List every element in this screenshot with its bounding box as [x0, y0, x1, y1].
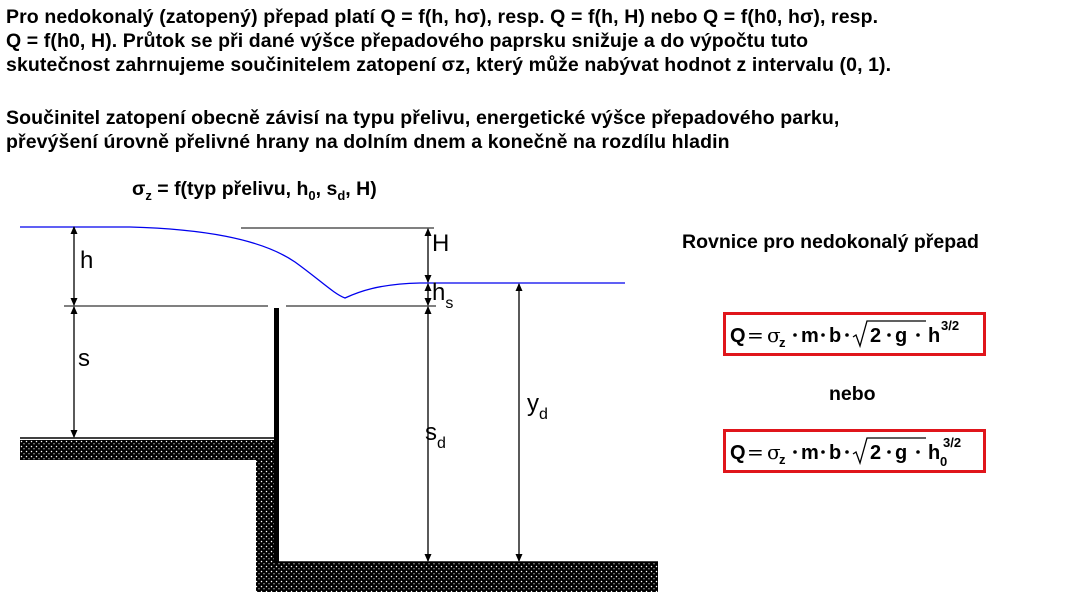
label-yd-base: y — [527, 390, 539, 417]
eq1-two: 2 — [870, 325, 882, 347]
label-sd-sub: d — [437, 435, 446, 452]
formula-sigma-sub: z — [145, 188, 152, 203]
intro-line-3: skutečnost zahrnujeme součinitelem zatopení σz, který může nabývat hodnot z intervalu (0, 1). — [6, 54, 892, 76]
equation-box-1 — [723, 312, 986, 356]
or-label: nebo — [829, 383, 876, 405]
label-H: H — [432, 230, 450, 257]
eq2-Q: Q — [730, 442, 746, 464]
label-hs-base: h — [432, 279, 446, 306]
eq1-sigma: σ — [767, 323, 781, 347]
eq2-h-sub: 0 — [940, 454, 948, 469]
label-yd-sub: d — [539, 406, 548, 423]
label-s: s — [78, 345, 90, 372]
label-h: h — [80, 247, 94, 274]
coefficient-paragraph — [6, 106, 1076, 154]
eq1-exponent: 3/2 — [941, 318, 960, 333]
weir-diagram — [0, 200, 680, 598]
eq2-h: h — [928, 442, 941, 464]
water-surface — [20, 227, 625, 298]
formula-sigma: σ — [132, 178, 146, 200]
downstream-ground — [256, 440, 658, 592]
eq2-sigma: σ — [767, 440, 781, 464]
formula-mid: , s — [315, 178, 338, 200]
label-sd-base: s — [425, 419, 437, 446]
coefficient-line-2: převýšení úrovně přelivné hrany na dolním dnem a konečně na rozdílu hladin — [6, 131, 730, 153]
coefficient-line-1: Součinitel zatopení obecně závisí na typu přelivu, energetické výšce přepadového parku, — [6, 107, 840, 129]
eq1-equals: = — [747, 323, 764, 347]
eq2-b: b — [829, 442, 842, 464]
eq2-sigma-sub: z — [779, 452, 786, 467]
eq2-equals: = — [747, 440, 764, 464]
eq1-m: m — [801, 325, 819, 347]
label-hs — [432, 279, 453, 312]
label-hs-sub: s — [445, 295, 454, 312]
intro-paragraph — [6, 5, 1076, 77]
equation-2 — [726, 432, 983, 470]
eq1-g: g — [895, 325, 908, 347]
eq1-h: h — [928, 325, 941, 347]
weir-wall — [274, 308, 279, 562]
eq2-m: m — [801, 442, 819, 464]
formula-close: , H) — [345, 178, 377, 200]
equation-1 — [726, 315, 983, 353]
eq1-Q: Q — [730, 325, 746, 347]
equations-title: Rovnice pro nedokonalý přepad — [682, 231, 979, 253]
eq2-exponent: 3/2 — [943, 435, 962, 450]
formula-open: = f(typ přelivu, h — [151, 178, 309, 200]
eq2-two: 2 — [870, 442, 882, 464]
label-yd — [527, 390, 548, 423]
upstream-ground — [20, 440, 276, 460]
intro-line-2: Q = f(h0, H). Průtok se při dané výšce přepadového paprsku snižuje a do výpočtu tuto — [6, 30, 809, 52]
intro-line-1: Pro nedokonalý (zatopený) přepad platí Q = f(h, hσ), resp. Q = f(h, H) nebo Q = f(h0, hσ), resp. — [6, 6, 879, 28]
eq1-b: b — [829, 325, 842, 347]
eq1-sigma-sub: z — [779, 335, 786, 350]
formula-h0-sub: 0 — [308, 188, 316, 203]
equation-box-2 — [723, 429, 986, 473]
formula-sd-sub: d — [337, 188, 346, 203]
eq2-g: g — [895, 442, 908, 464]
